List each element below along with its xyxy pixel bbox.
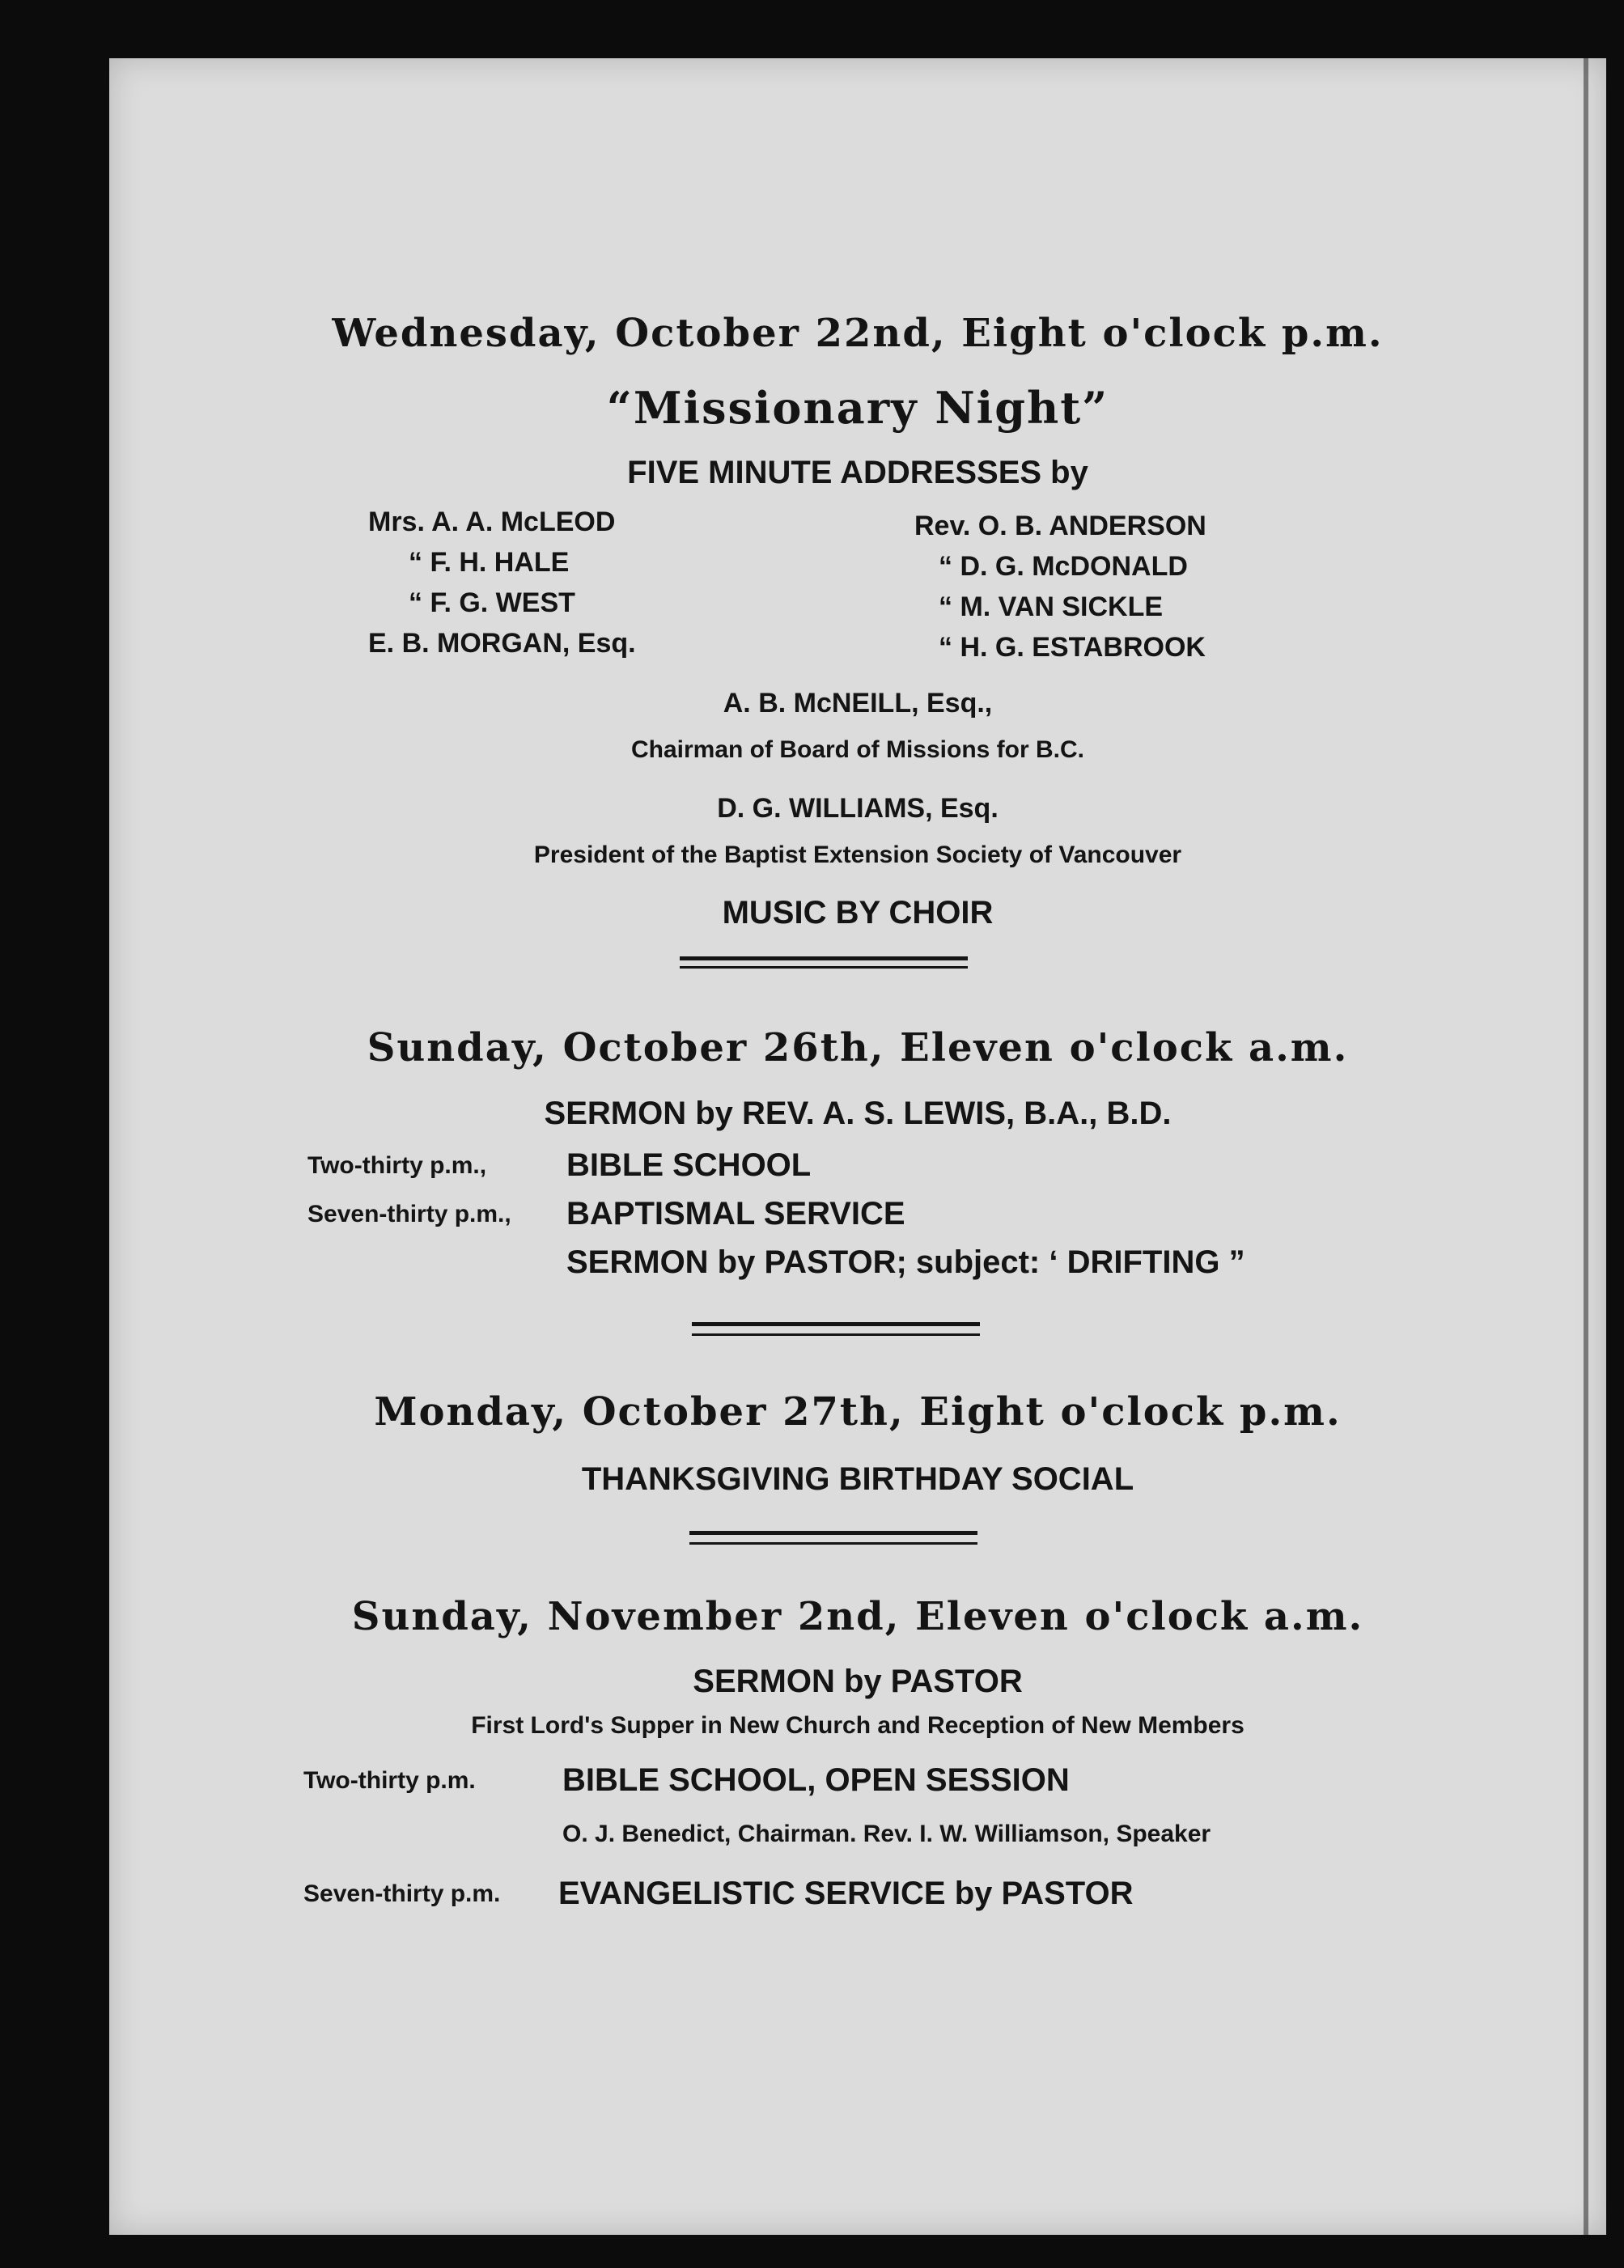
event-bible-school: BIBLE SCHOOL [566,1147,812,1183]
bible-school-note: O. J. Benedict, Chairman. Rev. I. W. Williamson, Speaker [562,1821,1211,1847]
time-two-thirty-2: Two-thirty p.m. [303,1767,476,1794]
divider-1b [680,966,968,969]
speaker-mcneill: A. B. McNEILL, Esq., [723,688,993,719]
speaker-williams-role: President of the Baptist Extension Society of Vancouver [533,841,1182,868]
sunday-oct-26-heading: Sunday, October 26th, Eleven o'clock a.m. [367,1025,1349,1070]
event-thanksgiving-social: THANKSGIVING BIRTHDAY SOCIAL [581,1461,1134,1497]
speaker-williams: D. G. WILLIAMS, Esq. [717,793,999,824]
missionary-night-title: “Missionary Night” [606,382,1109,434]
speaker-right-3: “ M. VAN SICKLE [939,591,1164,622]
event-evangelistic-service: EVANGELISTIC SERVICE by PASTOR [558,1876,1134,1911]
wednesday-heading: Wednesday, October 22nd, Eight o'clock p.m. [332,311,1384,356]
divider-3 [689,1531,977,1535]
divider-2b [692,1333,980,1336]
speaker-mcneill-role: Chairman of Board of Missions for B.C. [630,736,1085,763]
event-bible-school-open: BIBLE SCHOOL, OPEN SESSION [562,1762,1070,1798]
divider-2 [692,1322,980,1326]
speaker-right-4: “ H. G. ESTABROOK [939,632,1206,663]
speakers-left [368,502,636,663]
sunday-nov-2-heading: Sunday, November 2nd, Eleven o'clock a.m. [351,1594,1364,1639]
monday-heading: Monday, October 27th, Eight o'clock p.m. [374,1389,1342,1435]
sermon-pastor: SERMON by PASTOR [693,1664,1023,1699]
divider-1 [680,956,968,960]
speaker-right-1: Rev. O. B. ANDERSON [914,511,1206,541]
time-two-thirty: Two-thirty p.m., [307,1152,487,1179]
speaker-right-2: “ D. G. McDONALD [939,551,1188,582]
divider-3b [689,1542,977,1545]
speaker-left-1: Mrs. A. A. McLEOD [368,507,616,537]
program-page [109,58,1606,2235]
speaker-left-3: “ F. G. WEST [409,587,575,618]
event-baptismal-service: BAPTISMAL SERVICE [566,1196,905,1232]
time-seven-thirty: Seven-thirty p.m., [307,1201,511,1227]
music-by-choir: MUSIC BY CHOIR [722,895,994,931]
time-seven-thirty-2: Seven-thirty p.m. [303,1880,501,1907]
speakers-right [914,506,1206,668]
sermon-lewis: SERMON by REV. A. S. LEWIS, B.A., B.D. [544,1096,1172,1131]
speaker-left-4: E. B. MORGAN, Esq. [368,628,636,659]
event-sermon-drifting: SERMON by PASTOR; subject: ‘ DRIFTING ” [566,1244,1245,1280]
lords-supper-note: First Lord's Supper in New Church and Reception of New Members [471,1712,1245,1739]
addresses-label: FIVE MINUTE ADDRESSES by [627,455,1088,490]
speaker-left-2: “ F. H. HALE [409,547,570,578]
